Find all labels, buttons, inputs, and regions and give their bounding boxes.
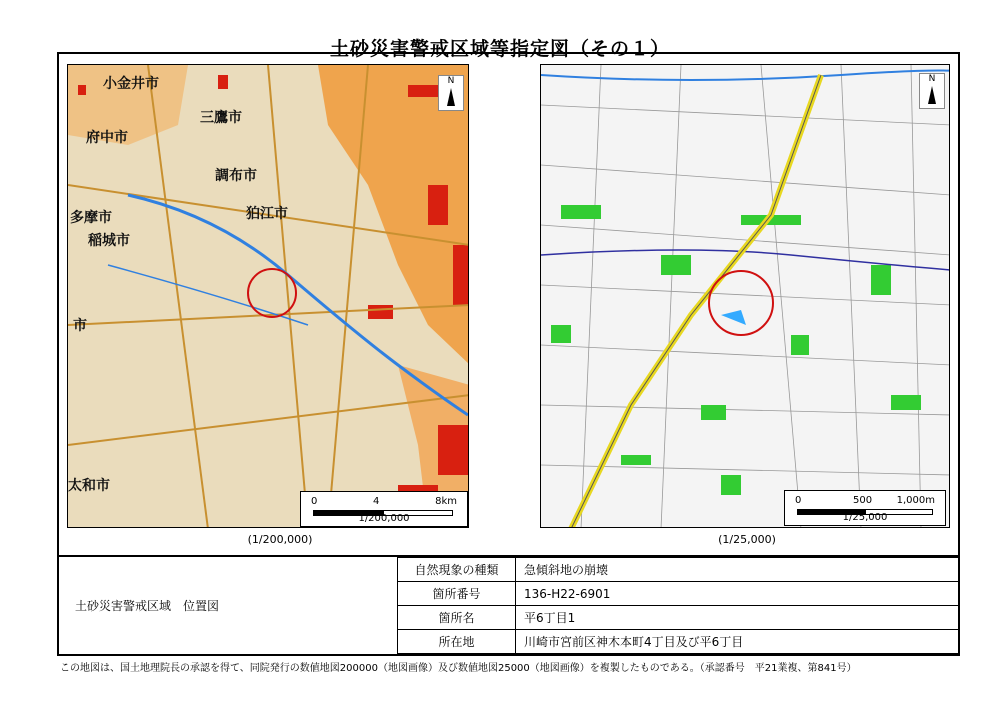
info-row-number (398, 582, 960, 606)
info-row-phenomenon (398, 558, 960, 582)
scale-tick: 4 (373, 496, 380, 507)
detail-scale-caption: (1/25,000) (718, 533, 776, 546)
info-header: 自然現象の種類 (398, 558, 516, 582)
detail-map (540, 64, 950, 528)
place-label: 小金井市 (103, 76, 159, 92)
overview-scale-caption: (1/200,000) (247, 533, 313, 546)
north-arrow-icon: N (919, 73, 945, 109)
place-label: 調布市 (215, 168, 257, 184)
overview-map (67, 64, 469, 528)
scale-tick: 1,000m (896, 495, 935, 506)
info-row-address (398, 630, 960, 654)
info-header: 箇所名 (398, 606, 516, 630)
scale-fraction: 1/200,000 (358, 513, 410, 524)
place-label: 市 (73, 318, 87, 334)
info-row-name (398, 606, 960, 630)
scale-bar-detail (784, 490, 946, 526)
place-label: 多摩市 (70, 210, 112, 226)
location-map-label: 土砂災害警戒区域 位置図 (75, 599, 220, 613)
page-title: 土砂災害警戒区域等指定図（その１） (329, 38, 670, 60)
info-header: 箇所番号 (398, 582, 516, 606)
place-label: 三鷹市 (200, 110, 242, 126)
info-value: 川崎市宮前区神木本町4丁目及び平6丁目 (516, 630, 960, 654)
scale-tick: 500 (853, 495, 873, 506)
scale-bar-overview (300, 491, 468, 527)
copyright-footer: この地図は、国土地理院長の承認を得て、同院発行の数値地図200000（地図画像）及び数値地図25000（地図画像）を複製したものである。（承認番号 平21業複、第841号） (60, 663, 857, 674)
scale-tick: 0 (311, 496, 318, 507)
info-value: 平6丁目1 (516, 606, 960, 630)
overview-map-graphics (68, 65, 469, 528)
north-arrow-icon: N (438, 75, 464, 111)
info-value: 急傾斜地の崩壊 (516, 558, 960, 582)
info-table (397, 557, 960, 654)
place-label: 狛江市 (246, 206, 288, 222)
place-label: 太和市 (68, 478, 110, 494)
info-value: 136-H22-6901 (516, 582, 960, 606)
detail-map-graphics (541, 65, 950, 528)
place-label: 稲城市 (88, 233, 130, 249)
scale-tick: 8km (435, 496, 457, 507)
scale-tick: 0 (795, 495, 802, 506)
info-header: 所在地 (398, 630, 516, 654)
place-label: 府中市 (86, 130, 128, 146)
scale-fraction: 1/25,000 (842, 512, 888, 523)
